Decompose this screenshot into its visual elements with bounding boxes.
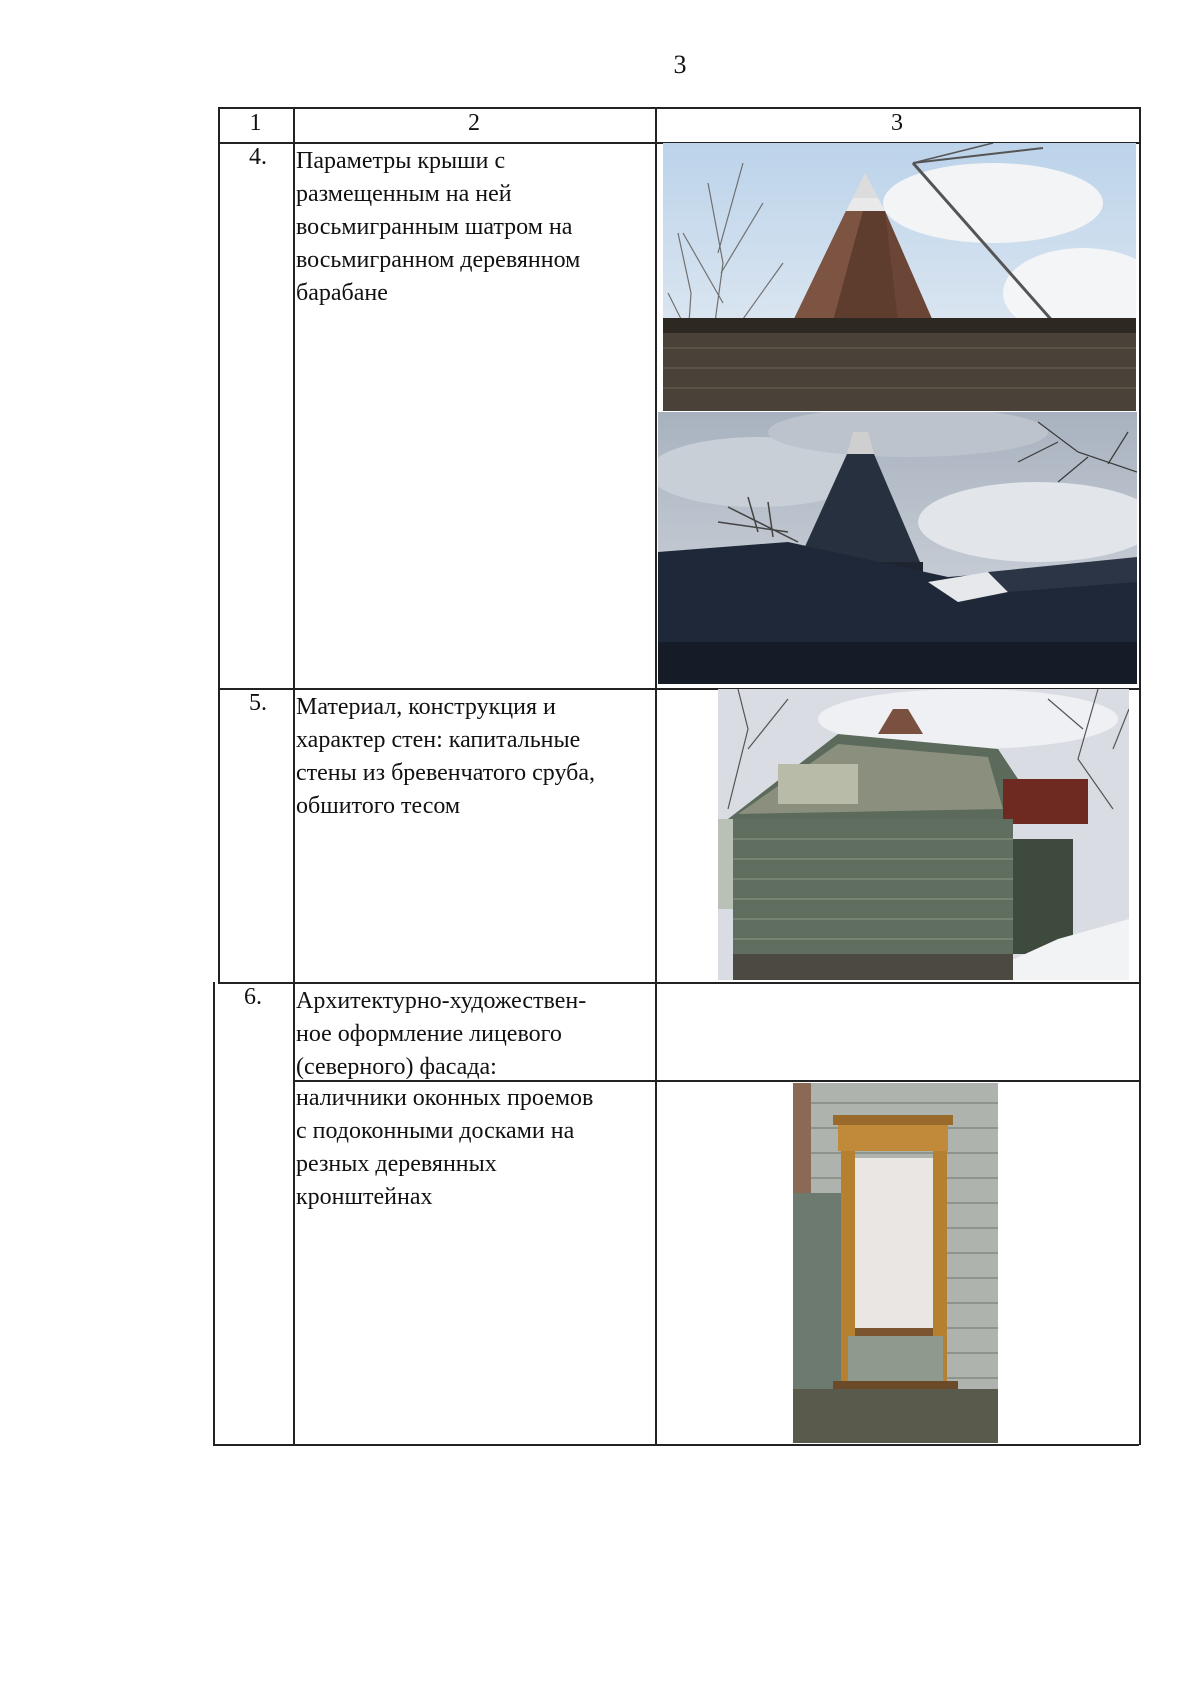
header-col-1: 1 (249, 110, 262, 136)
header-col-2: 2 (468, 110, 480, 136)
roof-tent-photo-2 (658, 412, 1137, 684)
header-col-3: 3 (891, 110, 903, 136)
row-number: 4. (249, 144, 267, 170)
row-description: Параметры крыши с размещенным на ней восьмигранным шатром на восьмигранном деревянном барабане (296, 148, 581, 306)
row-description: Материал, конструкция и характер стен: капитальные стены из бревенчатого сруба, обшитого тесом (296, 694, 596, 819)
row-number: 5. (249, 690, 267, 716)
window-casing-photo (793, 1083, 998, 1443)
roof-tent-photo-1 (663, 143, 1136, 411)
row-description: Архитектурно-художествен- ное оформление лицевого (северного) фасада: (296, 988, 587, 1080)
row-sub-description: наличники оконных проемов с подоконными досками на резных деревянных кронштейнах (296, 1085, 594, 1210)
attributes-table (213, 107, 1139, 1444)
wall-photo (718, 689, 1129, 980)
row-number: 6. (244, 984, 262, 1010)
page-number: 3 (673, 50, 687, 79)
